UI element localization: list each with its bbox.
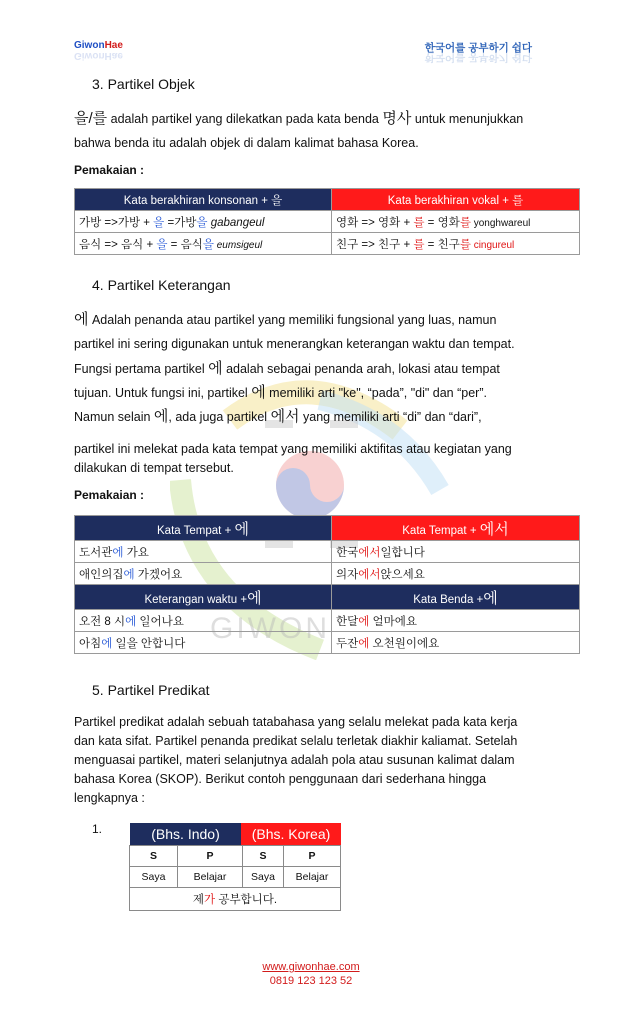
footer-phone: 0819 123 123 52 [269, 975, 353, 987]
watermark-text: GIWON [210, 612, 330, 645]
example-header-indo: (Bhs. Indo) [130, 823, 241, 845]
header-slogan: 한국어를 공부하기 쉽다 [424, 42, 532, 54]
table-row: Saya Belajar Saya Belajar [130, 867, 341, 888]
section3-usage-label: Pemakaian : [74, 163, 145, 177]
example-header-korea: (Bhs. Korea) [241, 823, 341, 845]
brand-part-b: Hae [104, 40, 123, 51]
table-header: Kata Tempat + 에서 [332, 516, 580, 541]
example-number: 1. [92, 822, 103, 836]
brand-logo-reflection: GiwonHae [74, 50, 123, 61]
footer-website-link[interactable]: www.giwonhae.com [262, 961, 360, 973]
table-header: Kata berakhiran vokal + 를 [332, 189, 580, 211]
header-slogan-reflection: 한국어를 공부하기 쉽다 [424, 51, 532, 63]
section4-table [74, 515, 580, 654]
table-header: Kata Tempat + 에 [75, 516, 332, 541]
table-header: Keterangan waktu +에 [75, 585, 332, 610]
section4-usage-label: Pemakaian : [74, 488, 145, 502]
table-row: 음식 => 음식 + 을 = 음식을 eumsigeul 친구 => 친구 + 를 = 친구를 cingureul [75, 233, 580, 255]
example-header [130, 823, 341, 845]
table-header: Kata berakhiran konsonan + 을 [75, 189, 332, 211]
table-row: 제가 공부합니다. [130, 888, 341, 911]
table-row: 애인의집에 가겠어요 의자에서앉으세요 [75, 563, 580, 585]
section3-table [74, 188, 580, 255]
table-row: 도서관에 가요 한국에서일합니다 [75, 541, 580, 563]
section3-title: 3. Partikel Objek [92, 76, 195, 92]
table-row: S P S P [130, 846, 341, 867]
section4-paragraph: 에 Adalah penanda atau partikel yang memiliki fungsional yang luas, namun partikel ini sering digunakan untuk menerangkan keterangan waktu dan tempat. Fungsi pertama partikel 에 adalah sebagai penanda arah, lokasi atau tempat tujuan. Untuk fungsi ini, partikel 에 memiliki arti "ke", “pada”, "di" dan “per”. Namun selain 에, ada juga partikel 에서 yang memiliki arti “di” dan “dari”, [74, 311, 515, 426]
section5-paragraph: Partikel predikat adalah sebuah tatabahasa yang selalu melekat pada kata kerja dan kata sifat. Partikel penanda predikat selalu terletak diakhir kaliamat. Setelah menguasai partikel, materi selanjutnya adalah pola atau susunan kalimat dalam bahasa Korea (SKOP). Berikut contoh penggunaan dari sederhana hingga lengkapnya : [74, 715, 518, 805]
brand-part-a: Giwon [74, 40, 105, 51]
table-row: 오전 8 시에 일어나요 한달에 얼마에요 [75, 610, 580, 632]
section5-title: 5. Partikel Predikat [92, 682, 210, 698]
section3-paragraph: 을/를 adalah partikel yang dilekatkan pada kata benda 명사 untuk menunjukkan bahwa benda itu adalah objek di dalam kalimat bahasa Korea. [74, 110, 524, 151]
table-row: 가방 =>가방 + 을 =가방을 gabangeul 영화 => 영화 + 를 = 영화를 yonghwareul [75, 211, 580, 233]
example-table [129, 845, 341, 911]
table-header: Kata Benda +에 [332, 585, 580, 610]
section4-paragraph-tail: partikel ini melekat pada kata tempat yang memiliki aktifitas atau kegiatan yang dilakukan di tempat tersebut. [74, 442, 512, 475]
table-row: 아침에 일을 안합니다 두잔에 오천원이에요 [75, 632, 580, 654]
section4-title: 4. Partikel Keterangan [92, 277, 231, 293]
